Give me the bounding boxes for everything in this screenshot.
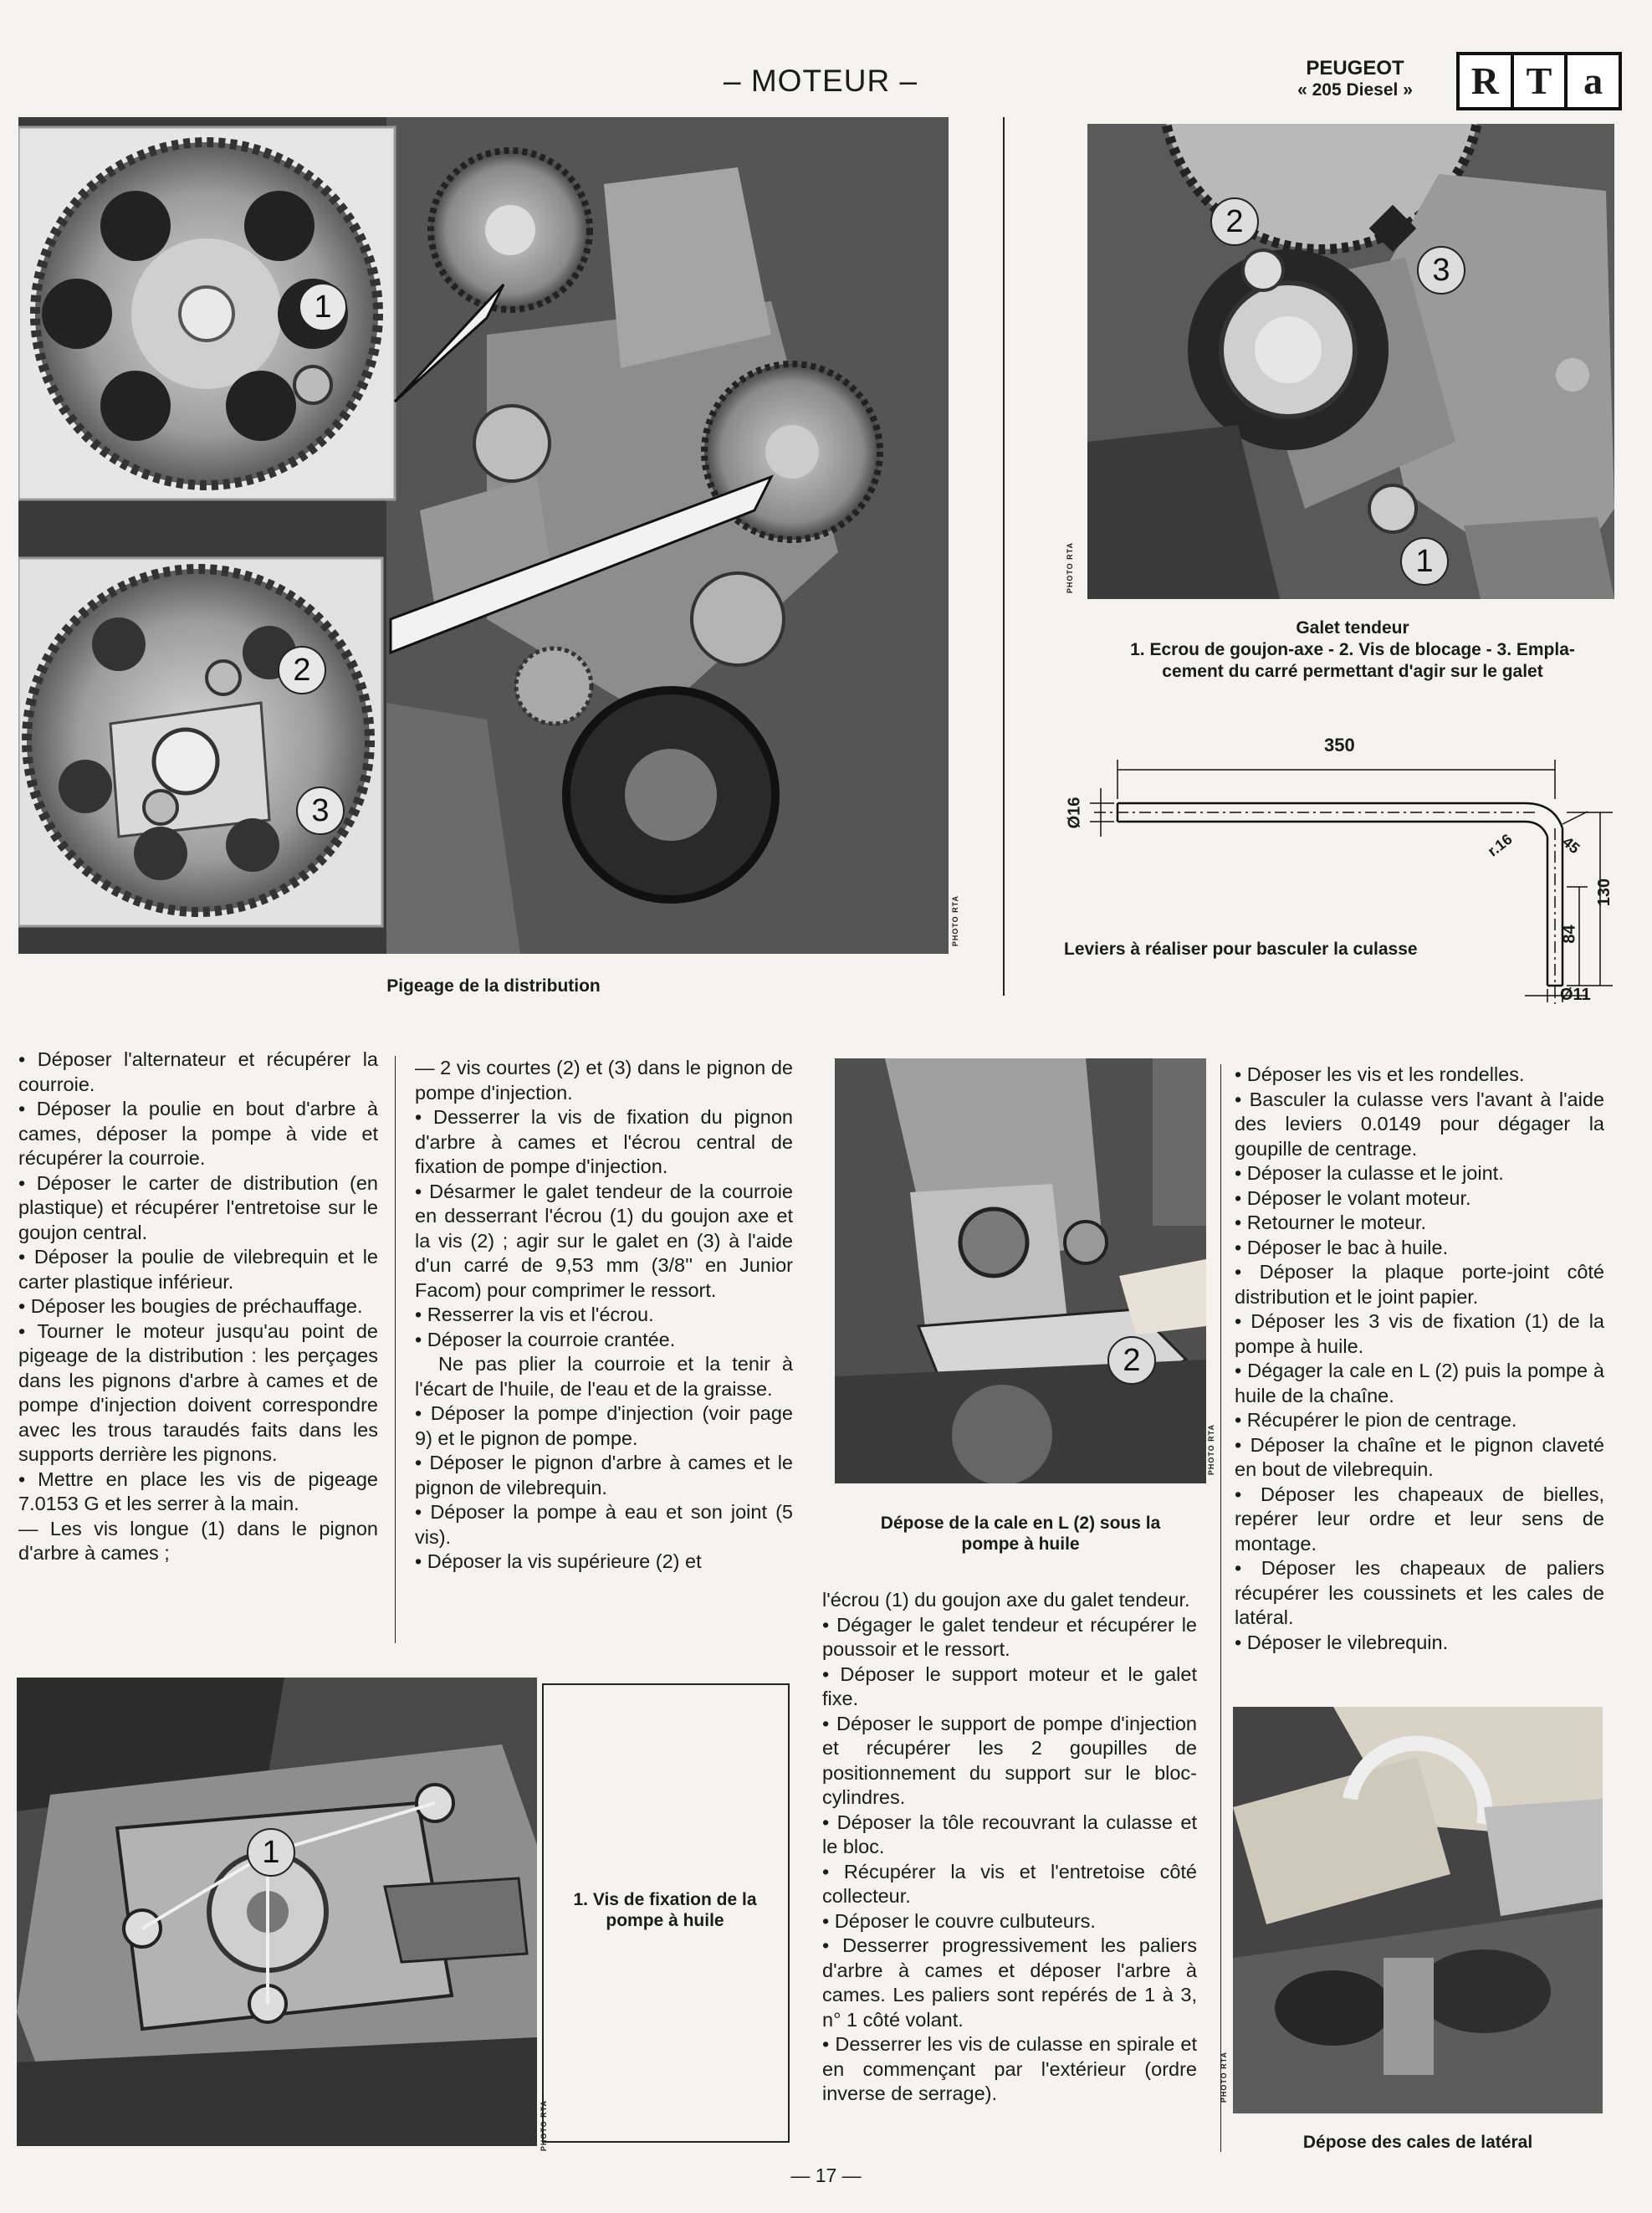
pompe-caption-line1: 1. Vis de fixation de la <box>573 1890 757 1909</box>
paragraph: • Récupérer le pion de centrage. <box>1235 1409 1517 1431</box>
lever-dim-angle: 45 <box>1559 833 1583 858</box>
cale-callout-2: 2 <box>1107 1336 1156 1385</box>
galet-photo-credit: PHOTO RTA <box>1066 542 1074 594</box>
galet-photo-art <box>1087 124 1614 599</box>
paragraph: • Déposer la pompe à eau et son joint (5 vis). <box>415 1501 793 1548</box>
page-number: — 17 — <box>790 2164 862 2186</box>
paragraph: • Déposer les chapeaux de paliers récupérer les coussinets et les cales de latéral. <box>1235 1557 1604 1628</box>
paragraph: • Tourner le moteur jusqu'au point de pigeage de la distribution : les perçages dans les pignons d'arbre à cames et de pompe d'injection doivent correspondre avec les trous taraudés faits dans les supports derrière les pignons. <box>18 1319 378 1465</box>
distribution-photo-art <box>18 117 949 954</box>
lateral-photo-credit: PHOTO RTA <box>1220 2052 1228 2103</box>
cale-caption-line1: Dépose de la cale en L (2) sous la <box>880 1514 1161 1533</box>
paragraph: • Desserrer la vis de fixation du pignon d'arbre à cames et l'écrou central de fixation de pompe d'injection. <box>415 1106 793 1177</box>
section-title: – MOTEUR – <box>724 64 918 98</box>
paragraph: • Déposer l'alternateur et récupérer la courroie. <box>18 1048 378 1095</box>
distribution-callout-3: 3 <box>296 786 345 835</box>
paragraph: • Desserrer les vis de culasse en spirale et en commençant par l'extérieur (ordre inverse de serrage). <box>822 2033 1197 2104</box>
galet-callout-1: 1 <box>1400 537 1449 586</box>
distribution-photo <box>18 117 949 954</box>
cale-caption-line2: pompe à huile <box>961 1534 1080 1554</box>
paragraph: l'écrou (1) du goujon axe du galet tendeur. <box>822 1589 1190 1611</box>
logo-letter-t: T <box>1514 55 1568 107</box>
galet-caption <box>1081 617 1624 683</box>
lever-dim-dia-end: Ø11 <box>1560 986 1591 1004</box>
lateral-photo-art <box>1233 1707 1603 2113</box>
paragraph: • Dégager la cale en L (2) puis la pompe à huile de la chaîne. <box>1235 1360 1604 1406</box>
paragraph: • Déposer la courroie crantée. <box>415 1328 676 1350</box>
rta-logo <box>1456 52 1622 110</box>
paragraph: • Déposer la tôle recouvrant la culasse et le bloc. <box>822 1811 1197 1857</box>
paragraph: • Desserrer progressivement les paliers d'arbre à cames et déposer l'arbre à cames. Les paliers sont repérés de 1 à 3, n° 1 côté volant. <box>822 1934 1197 2031</box>
brand-model: « 205 Diesel » <box>1297 80 1413 100</box>
cale-photo-credit: PHOTO RTA <box>1207 1424 1215 1476</box>
pompe-caption-line2: pompe à huile <box>606 1911 724 1930</box>
paragraph: — Les vis longue (1) dans le pignon d'arbre à cames ; <box>18 1517 378 1564</box>
paragraph: • Déposer la pompe d'injection (voir page 9) et le pignon de pompe. <box>415 1402 793 1449</box>
distribution-callout-1: 1 <box>299 283 347 331</box>
paragraph: • Déposer le vilebrequin. <box>1235 1631 1449 1653</box>
distribution-photo-credit: PHOTO RTA <box>951 895 959 947</box>
paragraph: • Déposer les vis et les rondelles. <box>1235 1063 1525 1085</box>
pompe-photo-art <box>17 1678 537 2146</box>
galet-caption-line2: cement du carré permettant d'agir sur le galet <box>1162 662 1543 681</box>
paragraph: • Retourner le moteur. <box>1235 1212 1426 1233</box>
cale-caption <box>824 1513 1217 1555</box>
lever-dim-dia-bar: Ø16 <box>1065 797 1084 829</box>
paragraph: • Mettre en place les vis de pigeage 7.0153 G et les serrer à la main. <box>18 1468 378 1514</box>
paragraph: • Déposer le carter de distribution (en plastique) et récupérer l'entretoise sur le goujon central. <box>18 1171 378 1243</box>
paragraph: • Déposer les 3 vis de fixation (1) de la pompe à huile. <box>1235 1310 1604 1357</box>
lever-dim-h2: 130 <box>1595 878 1614 907</box>
paragraph: • Déposer la chaîne et le pignon claveté en bout de vilebrequin. <box>1235 1433 1604 1480</box>
paragraph: • Désarmer le galet tendeur de la courroie en desserrant l'écrou (1) du goujon axe et la vis (2) ; agir sur le galet en (3) à l'aide d'un carré de 9,53 mm (3/8'' en Junior Facom) pour comprimer le ressort. <box>415 1180 793 1301</box>
lateral-photo <box>1233 1707 1603 2113</box>
cale-photo <box>835 1058 1206 1483</box>
distribution-caption: Pigeage de la distribution <box>386 976 601 996</box>
paragraph: • Déposer le couvre culbuteurs. <box>822 1909 1096 1932</box>
brand-name: PEUGEOT <box>1306 57 1404 79</box>
lateral-caption: Dépose des cales de latéral <box>1302 2133 1533 2152</box>
paragraph: • Resserrer la vis et l'écrou. <box>415 1304 654 1325</box>
paragraph: • Déposer le support moteur et le galet fixe. <box>822 1662 1197 1709</box>
paragraph: • Déposer le support de pompe d'injection et récupérer les 2 goupilles de positionnement du support sur le bloc-cylindres. <box>822 1712 1197 1808</box>
column-divider-1 <box>395 1056 396 1643</box>
paragraph: • Déposer la plaque porte-joint côté distribution et le joint papier. <box>1235 1261 1604 1308</box>
lever-dim-radius: r.16 <box>1484 830 1516 860</box>
pompe-photo-credit: PHOTO RTA <box>540 2100 548 2152</box>
paragraph: • Déposer la poulie de vilebrequin et le carter plastique inférieur. <box>18 1246 378 1293</box>
logo-letter-a: a <box>1583 59 1603 102</box>
paragraph: Ne pas plier la courroie et la tenir à l'écart de l'huile, de l'eau et de la graisse. <box>415 1353 793 1400</box>
galet-callout-3: 3 <box>1417 246 1465 295</box>
paragraph: • Déposer le bac à huile. <box>1235 1236 1449 1258</box>
galet-photo <box>1087 124 1614 599</box>
lever-caption: Leviers à réaliser pour basculer la culasse <box>1064 940 1418 959</box>
distribution-callout-2: 2 <box>278 646 326 694</box>
column-divider-3 <box>1220 1064 1221 2152</box>
lever-dim-length: 350 <box>1324 735 1355 756</box>
cale-photo-art <box>835 1058 1206 1483</box>
pompe-caption <box>542 1889 788 1931</box>
lever-dim-h1: 84 <box>1560 925 1579 944</box>
paragraph: — 2 vis courtes (2) et (3) dans le pignon de pompe d'injection. <box>415 1057 793 1104</box>
lever-drawing <box>1061 720 1638 1017</box>
text-column-3 <box>822 1588 1197 2107</box>
logo-letter-r: R <box>1460 55 1514 107</box>
galet-callout-2: 2 <box>1210 197 1259 246</box>
text-column-2 <box>415 1056 793 1575</box>
text-column-4 <box>1235 1063 1604 1655</box>
paragraph: • Déposer le pignon d'arbre à cames et le pignon de vilebrequin. <box>415 1452 793 1498</box>
paragraph: • Basculer la culasse vers l'avant à l'aide des leviers 0.0149 pour dégager la goupille de centrage. <box>1235 1088 1604 1160</box>
paragraph: • Déposer la vis supérieure (2) et <box>415 1550 702 1572</box>
top-column-divider <box>1003 117 1005 996</box>
text-column-1 <box>18 1048 378 1566</box>
pompe-photo <box>17 1678 537 2146</box>
brand-block <box>1280 57 1430 100</box>
pompe-callout-1: 1 <box>247 1828 295 1877</box>
paragraph: • Dégager le galet tendeur et récupérer le poussoir et le ressort. <box>822 1613 1197 1660</box>
paragraph: • Déposer les chapeaux de bielles, repérer leur ordre et leur sens de montage. <box>1235 1483 1604 1555</box>
lever-drawing-art <box>1061 720 1638 1017</box>
paragraph: • Récupérer la vis et l'entretoise côté collecteur. <box>822 1860 1197 1907</box>
galet-caption-title: Galet tendeur <box>1296 618 1409 638</box>
paragraph: • Déposer la poulie en bout d'arbre à cames, déposer la pompe à vide et récupérer la courroie. <box>18 1098 378 1169</box>
paragraph: • Déposer la culasse et le joint. <box>1235 1162 1504 1184</box>
paragraph: • Déposer le volant moteur. <box>1235 1186 1471 1209</box>
paragraph: • Déposer les bougies de préchauffage. <box>18 1295 363 1317</box>
galet-caption-line1: 1. Ecrou de goujon-axe - 2. Vis de blocage - 3. Empla- <box>1130 640 1575 659</box>
